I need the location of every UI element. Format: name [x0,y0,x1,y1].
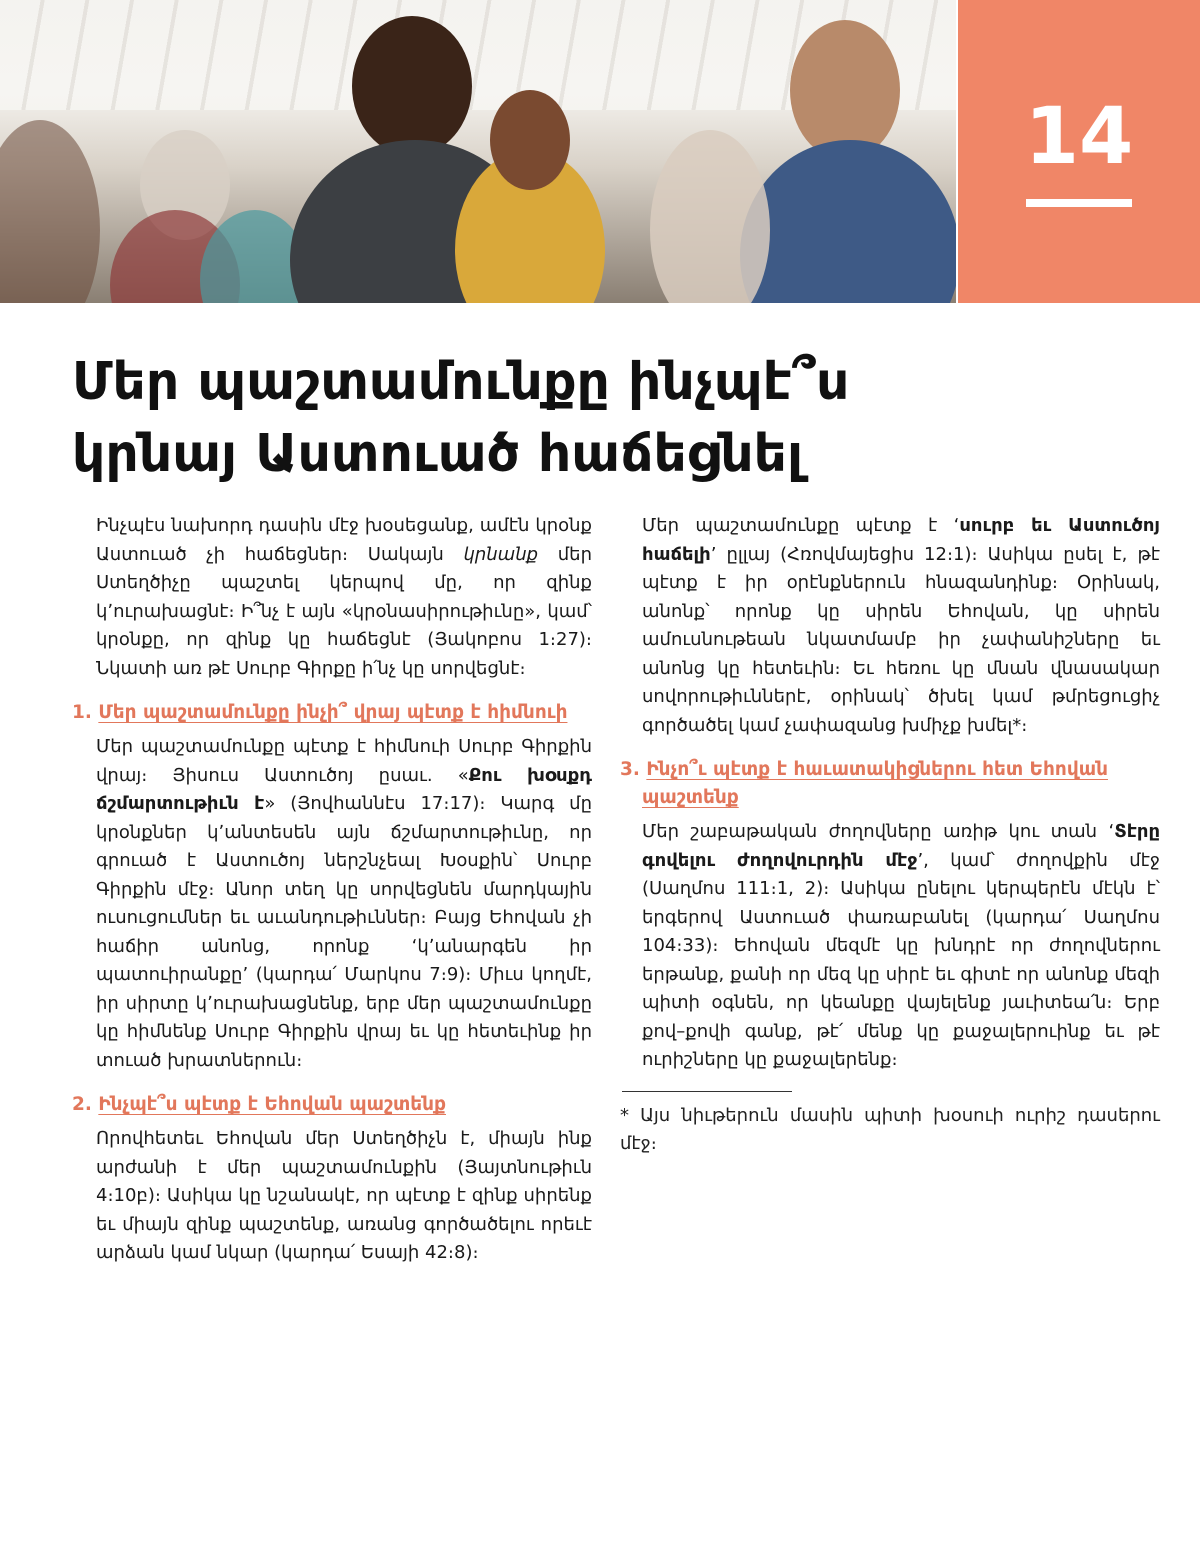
section-2-heading [72,1091,592,1119]
lesson-number-box [958,0,1200,303]
section-2-p2-text-c: ’ ըլլայ (Հռովմայեցիս 12։1)։ Ասիկա ըսել է, թէ պէտք է իր օրէնքներուն հնազանդինք։ Օրինակ, անոնք՝ որոնք կը սիրեն Եհովան, կը սիրեն ամուսնութեան նկատմամբ իր չափանիշները եւ անոնց կը հետեւին։ Եւ հեռու կը մնան վնասակար սովորութիւններէ, օրինակ՝ ծխել կամ թմրեցուցիչ գործածել կամ չափազանց խմիչք խմել*։ [642,543,1160,736]
intro-text-italic: կրնանք [463,543,539,565]
section-2-paragraph: Որովհետեւ Եհովան մեր Ստեղծիչն է, միայն ինք արժանի է մեր պաշտամունքին (Յայտնութիւն 4։10բ)։ Ասիկա կը նշանակէ, որ պէտք է զինք սիրենք եւ միայն զինք պաշտենք, առանց գործածելու որեւէ արձան կամ նկար (կարդա՛ Եսայի 42։8)։ [96,1128,592,1263]
section-3-text-bold: Տէրը գովելու ժողովուրդին մէջ [642,821,1160,871]
section-2-p2-text-a: Մեր պաշտամունքը պէտք է ‘ [642,515,960,536]
lesson-number: 14 [1024,92,1134,182]
hero-person-left [0,120,100,303]
title-line-2: կրնայ Աստուած հաճեցնել [72,424,804,484]
section-1-text-c: » (Յովհաննէս 17։17)։ Կարգ մը կրօնքներ կ՚անտեսեն այն ճշմարտութիւնը, որ գրուած է Աստուծոյ ներշնչեալ Խօսքին՝ Սուրբ Գիրքին մէջ։ Անոր տեղ կը սորվեցնեն մարդկային ուսուցումներ եւ աւանդութիւններ։ Բայց Եհովան չի հաճիր անոնց, որոնք ‘կ՚անարգեն իր պատուիրանքը’ (կարդա՛ Մարկոս 7։9)։ Միւս կողմէ, իր սիրտը կ՚ուրախացնենք, երբ մեր պաշտամունքը կը հիմնենք Սուրբ Գիրքին վրայ եւ կը հետեւինք իր տուած խրատներուն։ [96,793,592,1071]
intro-text-a: Ինչպէս նախորդ դասին մէջ խօսեցանք, ամէն կրօնք Աստուած չի հաճեցներ։ Սակայն [96,515,592,565]
hero-photo [0,0,956,303]
lesson-number-underline [1026,199,1132,207]
section-3-text-c: ’, կամ՝ ժողովքին մէջ (Սաղմոս 111։1, 2)։ Ասիկա ընելու կերպերէն մէկն է՝ երգերով Աստուած փառաբանել (կարդա՛ Սաղմոս 104։33)։ Եհովան մեզմէ կը խնդրէ որ ժողովներու երթանք, քանի որ մեզ կը սիրէ եւ գիտէ որ անոնք մեզի պիտի օգնեն, որ կեանքը վայելենք յաւիտեա՛ն։ Երբ քով–քովի գանք, թէ՛ մենք կը քաջալերուինք եւ թէ ուրիշները կը քաջալերենք։ [642,849,1160,1070]
section-2-number: 2. [72,1094,99,1115]
section-2-p2-text-bold: սուրբ եւ Աստուծոյ հաճելի [642,515,1160,565]
section-3-text-a: Մեր շաբաթական ժողովները առիթ կու տան ‘ [642,821,1115,842]
page-title [72,346,932,490]
section-1-text-a: Մեր պաշտամունքը պէտք է հիմնուի Սուրբ Գիրքին վրայ։ Յիսուս Աստուծոյ ըսաւ. « [96,736,592,786]
hero-person-yellow-head [490,90,570,190]
section-3-paragraph [620,818,1160,1075]
intro-text-c: մեր Ստեղծիչը պաշտել կերպով մը, որ զինք կ՚ուրախացնէ։ Ի՞նչ է այն «կրօնասիրութիւնը», կամ՝ կրօնքը, որ զինք կը հաճեցնէ (Յակոբոս 1։27)։ Նկատի առ թէ Սուրբ Գիրքը ի՛նչ կը սորվեցնէ։ [96,543,592,679]
title-line-1: Մեր պաշտամունքը ինչպէ՞ս [72,352,850,412]
section-3-number: 3. [620,759,647,780]
section-1-paragraph [72,733,592,1075]
section-2-title: Ինչպէ՞ս պէտք է Եհովան պաշտենք [98,1094,446,1115]
footnote-divider [622,1091,792,1092]
hero-person-center-head [352,16,472,156]
intro-paragraph [72,512,592,683]
section-1-text-bold: Քու խօսքդ ճշմարտութիւն է [96,764,592,814]
footnote: * Այս նիւթերուն մասին պիտի խօսուի ուրիշ դասերու մէջ։ [620,1104,1160,1154]
hero-person-right-suit [740,140,956,303]
section-3-title: Ինչո՞ւ պէտք է հաւատակիցներու հետ Եհովան պաշտենք [642,759,1108,808]
section-1-title: Մեր պաշտամունքը ինչի՞ վրայ պէտք է հիմնուի [98,702,568,723]
section-2-paragraph-2 [620,512,1160,740]
left-column [72,512,592,1284]
hero-person-mid-right [650,130,770,303]
section-1-heading [72,699,592,727]
right-column [620,512,1160,1175]
section-1-number: 1. [72,702,99,723]
hero-person-right-head [790,20,900,160]
section-3-heading [620,756,1160,812]
